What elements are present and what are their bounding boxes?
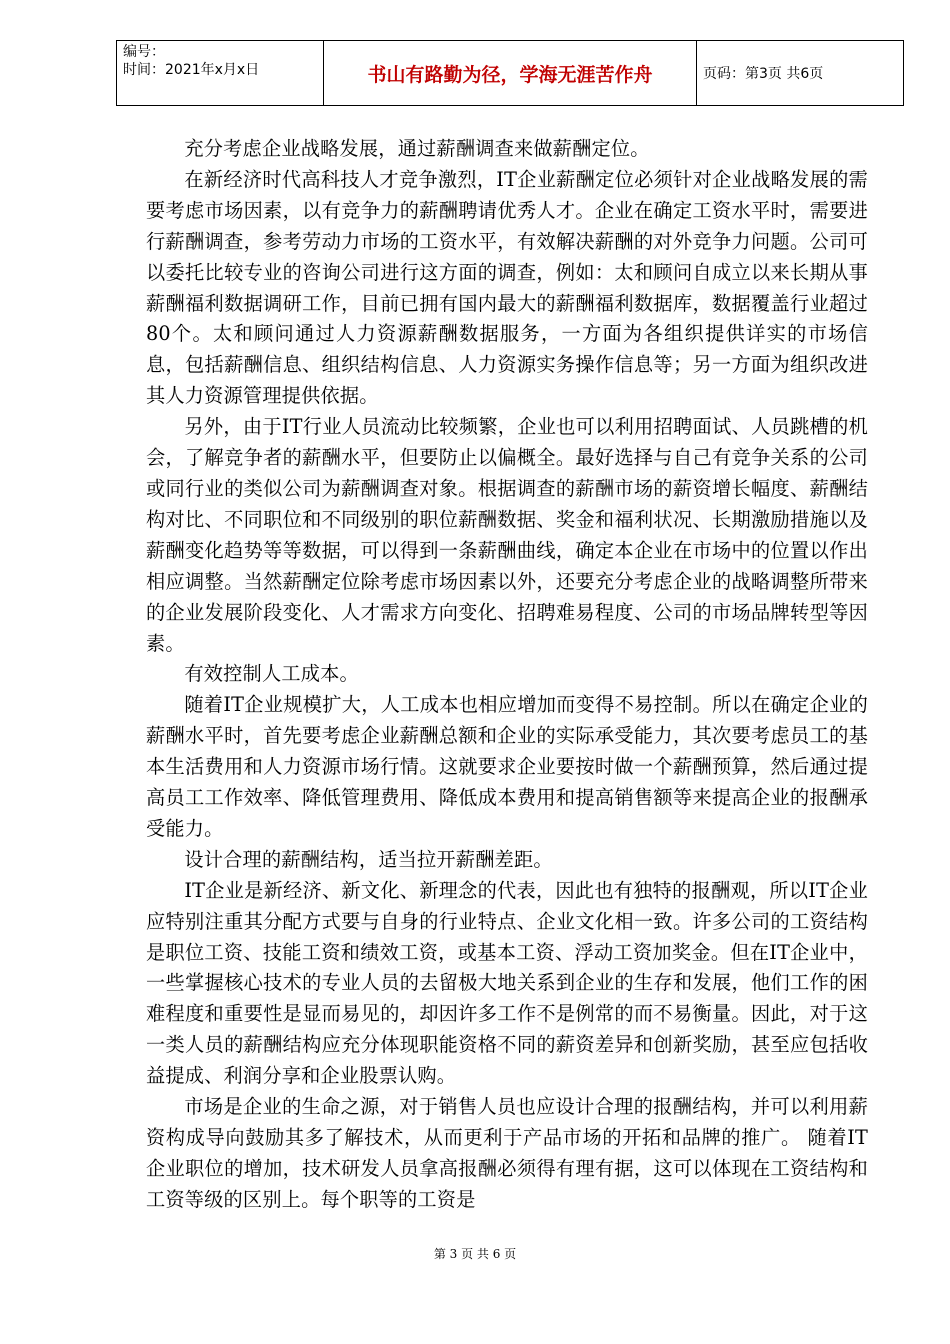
- paragraph: 市场是企业的生命之源，对于销售人员也应设计合理的报酬结构，并可以利用薪资构成导向鼓励其多了解技术，从而更利于产品市场的开拓和品牌的推广。 随着IT企业职位的增加，技术研发人员拿高报酬必须得有理有据，这可以体现在工资结构和工资等级的区别上。每个职等的工资是: [146, 1095, 868, 1211]
- header-motto: 书山有路勤为径，学海无涯苦作舟: [324, 41, 697, 106]
- paragraph: 另外，由于IT行业人员流动比较频繁，企业也可以利用招聘面试、人员跳槽的机会，了解竞争者的薪酬水平，但要防止以偏概全。最好选择与自己有竞争关系的公司或同行业的类似公司为薪酬调查对象。根据调查的薪酬市场的薪资增长幅度、薪酬结构对比、不同职位和不同级别的职位薪酬数据、奖金和福利状况、长期激励措施以及薪酬变化趋势等等数据，可以得到一条薪酬曲线，确定本企业在市场中的位置以作出相应调整。当然薪酬定位除考虑市场因素以外，还要充分考虑企业的战略调整所带来的企业发展阶段变化、人才需求方向变化、招聘难易程度、公司的市场品牌转型等因素。: [146, 415, 868, 655]
- document-body: [146, 134, 868, 1216]
- header-meta: [117, 41, 324, 106]
- time-label: 时间：2021年x月x日: [123, 62, 260, 78]
- header-page-info: 页码：第3页 共6页: [697, 41, 904, 106]
- paragraph: 有效控制人工成本。: [184, 662, 359, 686]
- paragraph: 在新经济时代高科技人才竞争激烈，IT企业薪酬定位必须针对企业战略发展的需要考虑市场因素，以有竞争力的薪酬聘请优秀人才。企业在确定工资水平时，需要进行薪酬调查，参考劳动力市场的工资水平，有效解决薪酬的对外竞争力问题。公司可以委托比较专业的咨询公司进行这方面的调查，例如：太和顾问自成立以来长期从事薪酬福利数据调研工作，目前已拥有国内最大的薪酬福利数据库，数据覆盖行业超过80个。太和顾问通过人力资源薪酬数据服务，一方面为各组织提供详实的市场信息，包括薪酬信息、组织结构信息、人力资源实务操作信息等；另一方面为组织改进其人力资源管理提供依据。: [146, 167, 868, 408]
- paragraph: 充分考虑企业战略发展，通过薪酬调查来做薪酬定位。: [184, 137, 650, 160]
- page-header: [116, 40, 904, 106]
- page-footer: 第 3 页 共 6 页: [433, 1247, 517, 1261]
- paragraph: 随着IT企业规模扩大，人工成本也相应增加而变得不易控制。所以在确定企业的薪酬水平时，首先要考虑企业薪酬总额和企业的实际承受能力，其次要考虑员工的基本生活费用和人力资源市场行情。这就要求企业要按时做一个薪酬预算，然后通过提高员工工作效率、降低管理费用、降低成本费用和提高销售额等来提高企业的报酬承受能力。: [146, 693, 868, 840]
- paragraph: 设计合理的薪酬结构，适当拉开薪酬差距。: [184, 847, 553, 871]
- paragraph: IT企业是新经济、新文化、新理念的代表，因此也有独特的报酬观，所以IT企业应特别注重其分配方式要与自身的行业特点、企业文化相一致。许多公司的工资结构是职位工资、技能工资和绩效工资，或基本工资、浮动工资加奖金。但在IT企业中，一些掌握核心技术的专业人员的去留极大地关系到企业的生存和发展，他们工作的困难程度和重要性是显而易见的，却因许多工作不是例常的而不易衡量。因此，对于这一类人员的薪酬结构应充分体现职能资格不同的薪资差异和创新奖励，甚至应包括收益提成、利润分享和企业股票认购。: [146, 878, 868, 1088]
- number-label: 编号：: [123, 44, 165, 60]
